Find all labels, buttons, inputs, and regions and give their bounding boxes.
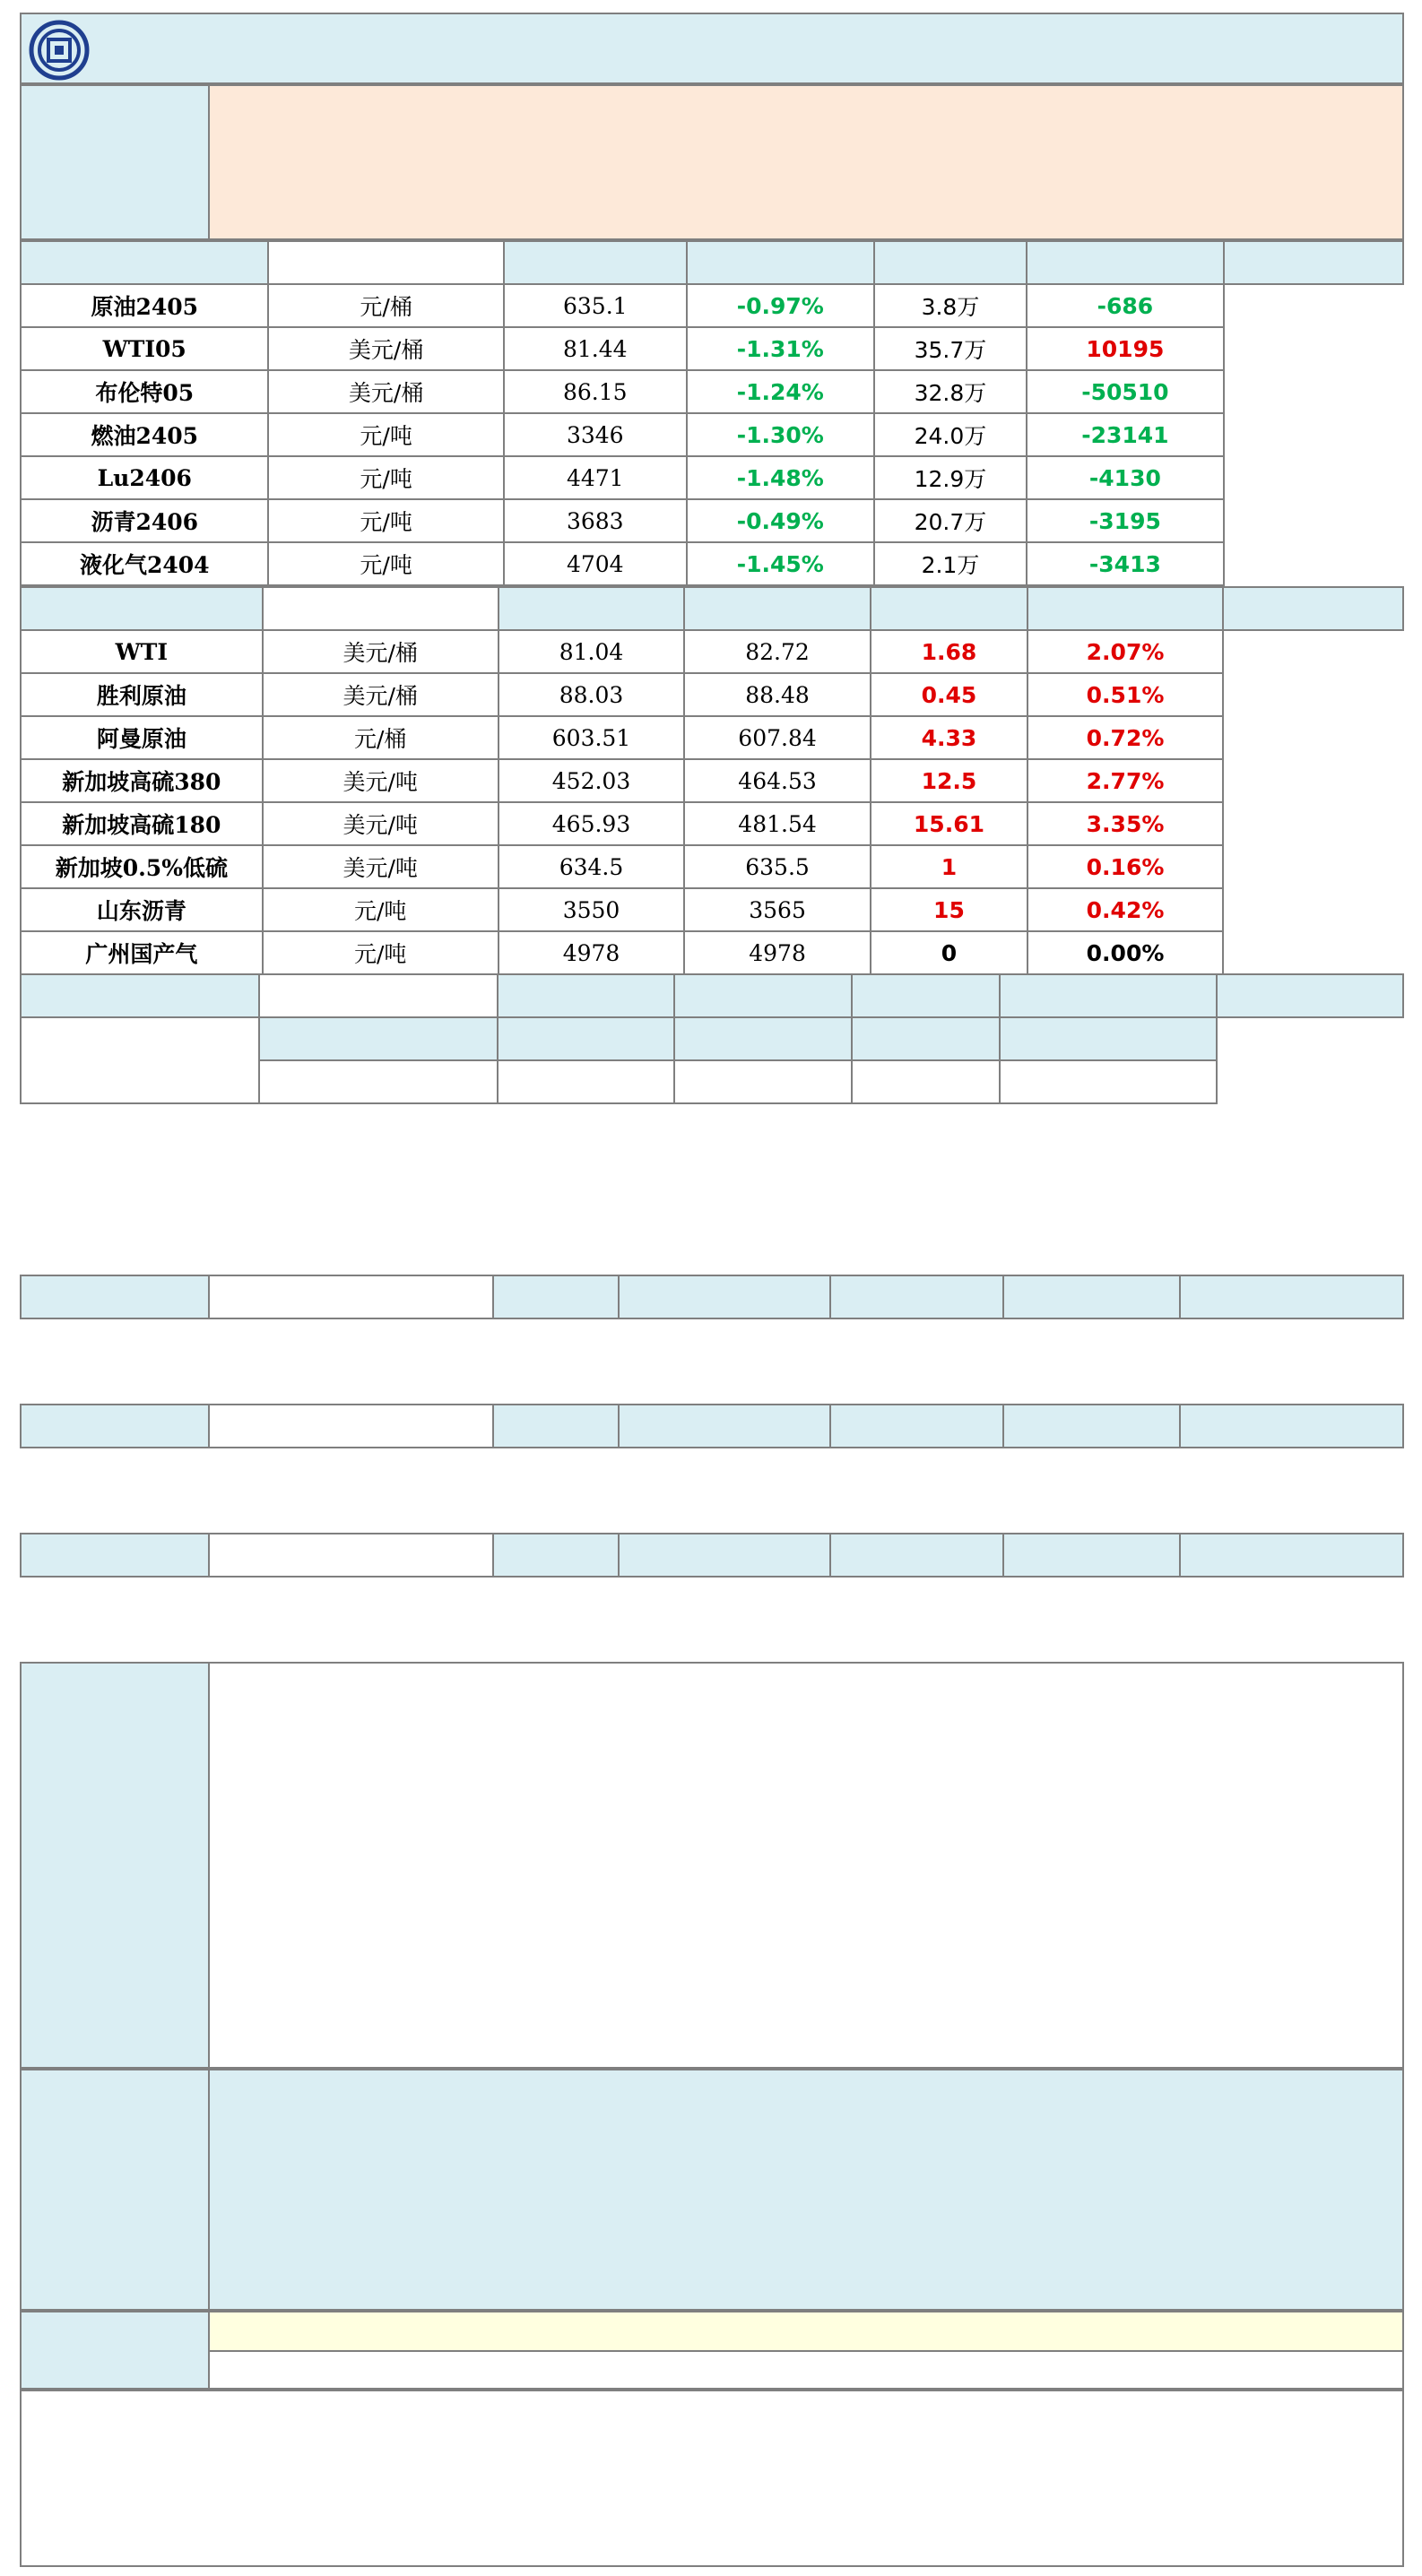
futures-header-unit (504, 241, 687, 284)
spot-name: 广州国产气 (21, 931, 263, 974)
rig-trend-sparkline (1019, 1064, 1198, 1100)
spot-d1: 4978 (499, 931, 685, 974)
futures-name: 布伦特05 (21, 370, 268, 413)
futures-oi-chg: -23141 (1027, 413, 1224, 456)
intraday-advice-text (210, 2312, 1402, 2352)
futures-close: 3346 (504, 413, 687, 456)
spot-header-pct (1223, 587, 1403, 630)
spot-d1: 81.04 (499, 630, 685, 673)
fuel-header-unit (493, 1405, 619, 1448)
spot-chg: 0.45 (871, 673, 1027, 716)
fuel-header-wk (1003, 1405, 1181, 1448)
futures-close: 4471 (504, 456, 687, 499)
futures-oi-chg: -3195 (1027, 499, 1224, 542)
spot-row (21, 759, 1403, 802)
rig-d2 (674, 1060, 851, 1103)
lpg-header-unit (493, 1534, 619, 1577)
spot-d2: 82.72 (684, 630, 871, 673)
futures-oi: 20.7万 (874, 499, 1027, 542)
asphalt-header-d1 (619, 1275, 830, 1318)
futures-unit: 元/吨 (268, 413, 503, 456)
futures-name: 液化气2404 (21, 542, 268, 585)
futures-close: 4704 (504, 542, 687, 585)
futures-unit: 美元/桶 (268, 370, 503, 413)
lpg-header-blank (209, 1534, 494, 1577)
futures-chg: -1.30% (687, 413, 874, 456)
fuel-header-trend (1180, 1405, 1403, 1448)
spot-pct: 2.07% (1027, 630, 1223, 673)
futures-unit: 元/桶 (268, 284, 503, 327)
spot-unit: 美元/吨 (263, 759, 499, 802)
crude-header-row (21, 974, 1403, 1017)
futures-oi: 35.7万 (874, 327, 1027, 370)
spot-d2: 464.53 (684, 759, 871, 802)
spot-pct: 2.77% (1027, 759, 1223, 802)
crude-header-wk (1000, 974, 1216, 1017)
spot-header-d1 (684, 587, 871, 630)
spot-label (21, 587, 263, 630)
spot-d2: 481.54 (684, 802, 871, 845)
futures-row (21, 327, 1403, 370)
futures-row (21, 499, 1403, 542)
futures-name: Lu2406 (21, 456, 268, 499)
spot-header-d2 (871, 587, 1027, 630)
spot-row (21, 802, 1403, 845)
fuel-header-d1 (619, 1405, 830, 1448)
spot-unit: 美元/桶 (263, 673, 499, 716)
lpg-header-d2 (830, 1534, 1003, 1577)
intraday-advice-section (20, 2311, 1404, 2390)
asphalt-header-row (21, 1275, 1403, 1318)
crude-header-trend (1217, 974, 1403, 1017)
spot-name: 胜利原油 (21, 673, 263, 716)
spot-d2: 4978 (684, 931, 871, 974)
futures-chg: -1.31% (687, 327, 874, 370)
lpg-header-d1 (619, 1534, 830, 1577)
futures-header-close (687, 241, 874, 284)
futures-oi-chg: -4130 (1027, 456, 1224, 499)
spot-unit: 美元/吨 (263, 802, 499, 845)
crude-header-d2 (852, 974, 1001, 1017)
futures-unit: 美元/桶 (268, 327, 503, 370)
report-header (20, 13, 1404, 84)
logo-icon (29, 20, 90, 81)
spot-d1: 3550 (499, 888, 685, 931)
lpg-header-trend (1180, 1534, 1403, 1577)
spot-pct: 0.51% (1027, 673, 1223, 716)
spot-pct: 0.16% (1027, 845, 1223, 888)
spot-chg: 15 (871, 888, 1027, 931)
lpg-header-row (21, 1534, 1403, 1577)
spot-header-row (21, 587, 1403, 630)
spot-header-chg (1027, 587, 1223, 630)
spot-unit: 元/吨 (263, 888, 499, 931)
futures-oi: 32.8万 (874, 370, 1027, 413)
lpg-header-wk (1003, 1534, 1181, 1577)
fuel-inventory-label (21, 1405, 209, 1448)
spot-pct: 0.72% (1027, 716, 1223, 759)
asphalt-header-trend (1180, 1275, 1403, 1318)
spot-header-blank (263, 587, 499, 630)
disclaimer-section (20, 2390, 1404, 2567)
market-review-label (22, 86, 210, 238)
futures-name: 沥青2406 (21, 499, 268, 542)
spot-d1: 88.03 (499, 673, 685, 716)
rig-header-trend (1000, 1017, 1216, 1060)
spot-pct: 0.42% (1027, 888, 1223, 931)
spot-row (21, 888, 1403, 931)
futures-header-oi (1027, 241, 1224, 284)
rig-header-wk (852, 1017, 1001, 1060)
rig-header-row (21, 1017, 1403, 1060)
futures-oi: 24.0万 (874, 413, 1027, 456)
futures-chg: -1.45% (687, 542, 874, 585)
futures-table (20, 240, 1404, 586)
market-news-body (217, 1667, 1395, 1693)
futures-label (21, 241, 268, 284)
rig-unit (259, 1060, 498, 1103)
spot-row (21, 845, 1403, 888)
disclaimer-text (22, 2399, 1402, 2406)
futures-header-chg (874, 241, 1027, 284)
crude-header-unit (498, 974, 674, 1017)
rig-name (21, 1017, 259, 1103)
futures-unit: 元/吨 (268, 542, 503, 585)
spot-row (21, 931, 1403, 974)
spot-chg: 1.68 (871, 630, 1027, 673)
crude-header-d1 (674, 974, 851, 1017)
lpg-inventory-label (21, 1534, 209, 1577)
futures-oi: 2.1万 (874, 542, 1027, 585)
spot-d1: 452.03 (499, 759, 685, 802)
futures-close: 635.1 (504, 284, 687, 327)
crude-header-blank (259, 974, 498, 1017)
futures-oi-chg: -686 (1027, 284, 1224, 327)
futures-header-row (21, 241, 1403, 284)
asphalt-header-d2 (830, 1275, 1003, 1318)
spot-table (20, 586, 1404, 975)
futures-row (21, 542, 1403, 585)
futures-oi-chg: -3413 (1027, 542, 1224, 585)
futures-header-oi-chg (1224, 241, 1403, 284)
spot-pct: 0.00% (1027, 931, 1223, 974)
futures-row (21, 456, 1403, 499)
rig-d1 (498, 1060, 674, 1103)
spot-unit: 元/桶 (263, 716, 499, 759)
futures-oi: 12.9万 (874, 456, 1027, 499)
spot-d2: 88.48 (684, 673, 871, 716)
rig-header-unit (259, 1017, 498, 1060)
futures-name: 原油2405 (21, 284, 268, 327)
spot-name: 阿曼原油 (21, 716, 263, 759)
futures-oi-chg: -50510 (1027, 370, 1224, 413)
asphalt-header-blank (209, 1275, 494, 1318)
market-news-section (20, 1662, 1404, 2069)
spot-d2: 635.5 (684, 845, 871, 888)
summary-label (22, 2070, 210, 2309)
lpg-inventory-table (20, 1533, 1404, 1578)
spot-name: 新加坡高硫380 (21, 759, 263, 802)
summary-section (20, 2069, 1404, 2311)
futures-chg: -1.48% (687, 456, 874, 499)
futures-close: 86.15 (504, 370, 687, 413)
rig-header-d1 (498, 1017, 674, 1060)
spot-chg: 4.33 (871, 716, 1027, 759)
crude-inventory-label (21, 974, 259, 1017)
spot-row (21, 673, 1403, 716)
crude-inventory-table (20, 973, 1404, 1104)
spot-unit: 元/吨 (263, 931, 499, 974)
futures-close: 3683 (504, 499, 687, 542)
spot-d1: 603.51 (499, 716, 685, 759)
futures-row (21, 284, 1403, 327)
spot-chg: 1 (871, 845, 1027, 888)
asphalt-inventory-label (21, 1275, 209, 1318)
asphalt-header-unit (493, 1275, 619, 1318)
futures-row (21, 413, 1403, 456)
market-review-section (20, 84, 1404, 240)
futures-header-blank (268, 241, 503, 284)
futures-unit: 元/吨 (268, 499, 503, 542)
spot-d1: 634.5 (499, 845, 685, 888)
spot-chg: 0 (871, 931, 1027, 974)
spot-name: 新加坡0.5%低硫 (21, 845, 263, 888)
spot-chg: 15.61 (871, 802, 1027, 845)
futures-chg: -0.49% (687, 499, 874, 542)
futures-close: 81.44 (504, 327, 687, 370)
spot-d2: 3565 (684, 888, 871, 931)
spot-row (21, 716, 1403, 759)
rig-trend-cell (1000, 1060, 1216, 1103)
asphalt-header-wk (1003, 1275, 1181, 1318)
rig-wk (852, 1060, 1001, 1103)
spot-chg: 12.5 (871, 759, 1027, 802)
market-news-label (22, 1664, 210, 2067)
asphalt-inventory-table (20, 1275, 1404, 1319)
spot-d1: 465.93 (499, 802, 685, 845)
futures-chg: -0.97% (687, 284, 874, 327)
futures-name: 燃油2405 (21, 413, 268, 456)
rig-header-d2 (674, 1017, 851, 1060)
spot-d2: 607.84 (684, 716, 871, 759)
spot-unit: 美元/吨 (263, 845, 499, 888)
futures-oi-chg: 10195 (1027, 327, 1224, 370)
futures-chg: -1.24% (687, 370, 874, 413)
futures-unit: 元/吨 (268, 456, 503, 499)
intraday-advice-label (22, 2312, 210, 2388)
spot-unit: 美元/桶 (263, 630, 499, 673)
spot-pct: 3.35% (1027, 802, 1223, 845)
consultant-info (210, 2352, 1402, 2388)
spot-name: WTI (21, 630, 263, 673)
spot-header-unit (499, 587, 685, 630)
fuel-header-d2 (830, 1405, 1003, 1448)
futures-oi: 3.8万 (874, 284, 1027, 327)
futures-name: WTI05 (21, 327, 268, 370)
futures-row (21, 370, 1403, 413)
spot-name: 新加坡高硫180 (21, 802, 263, 845)
fuel-inventory-table (20, 1404, 1404, 1448)
fuel-header-row (21, 1405, 1403, 1448)
spot-row (21, 630, 1403, 673)
fuel-header-blank (209, 1405, 494, 1448)
spot-name: 山东沥青 (21, 888, 263, 931)
